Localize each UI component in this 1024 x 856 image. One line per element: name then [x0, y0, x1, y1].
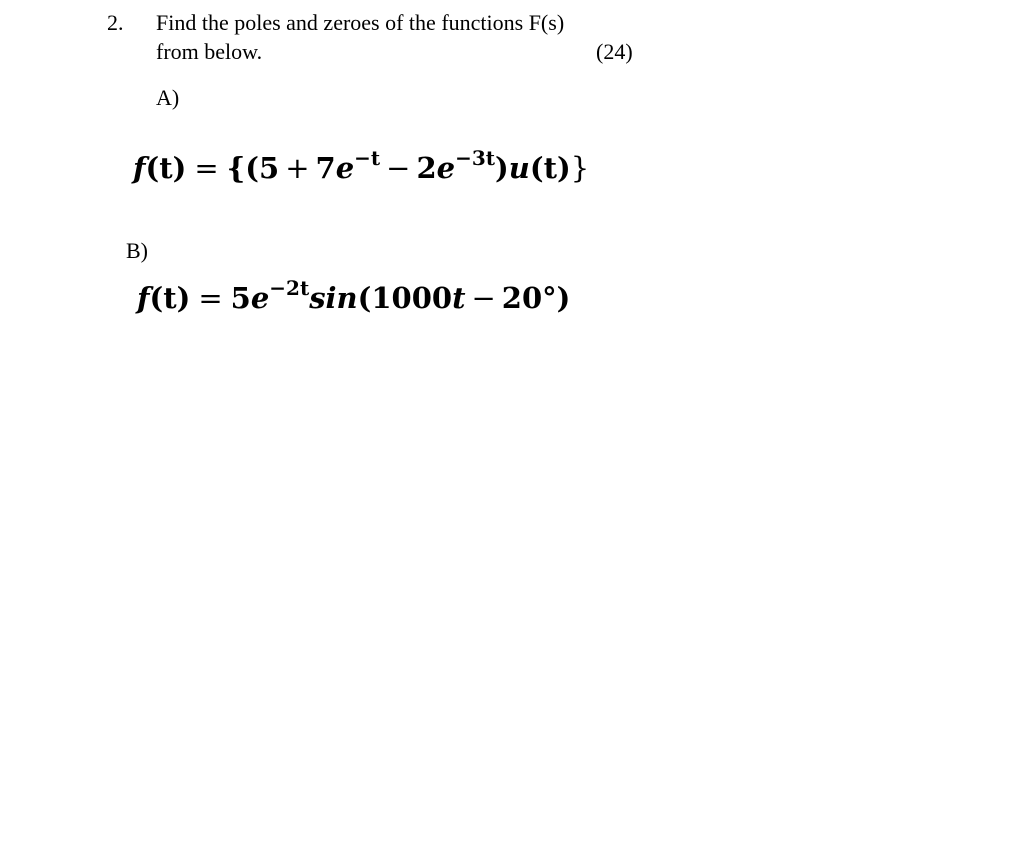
- eq-a-minus: −: [386, 151, 411, 185]
- eq-b-function-name: f: [137, 281, 150, 315]
- eq-a-function-arg: (t): [145, 151, 187, 185]
- part-b-label: B): [126, 238, 148, 263]
- question-points: (24): [596, 39, 633, 64]
- eq-a-close-paren: ): [495, 151, 509, 185]
- eq-b-trig-function: sin: [309, 281, 358, 315]
- eq-b-angle: 20°): [501, 281, 571, 315]
- part-a-label: A): [156, 85, 180, 110]
- eq-a-term2-coef: 2: [416, 151, 437, 185]
- eq-a-open: {(5: [226, 151, 280, 185]
- eq-b-minus: −: [471, 281, 496, 315]
- eq-a-term1-exponent: −t: [354, 146, 381, 170]
- equation-a: [133, 146, 590, 185]
- eq-b-coef: 5: [230, 281, 251, 315]
- question-text: Find the poles and zeroes of the functions F(s): [156, 10, 565, 35]
- eq-a-step-function: u: [508, 151, 530, 185]
- eq-b-open: (1000: [357, 281, 453, 315]
- eq-b-function-arg: (t): [149, 281, 191, 315]
- eq-a-term1-coef: 7: [315, 151, 336, 185]
- equation-b: [137, 276, 571, 315]
- question-text-continued: from below.: [156, 39, 263, 64]
- eq-b-exponent: −2t: [269, 276, 310, 300]
- eq-a-plus: +: [285, 151, 310, 185]
- eq-a-step-arg: (t): [529, 151, 571, 185]
- eq-a-function-name: f: [133, 151, 146, 185]
- eq-b-variable: t: [452, 281, 466, 315]
- eq-a-term2-base: e: [436, 151, 456, 185]
- question-number: 2.: [107, 10, 124, 35]
- eq-b-equals: =: [198, 281, 223, 315]
- eq-b-base: e: [250, 281, 270, 315]
- eq-a-term2-exponent: −3t: [455, 146, 496, 170]
- eq-a-equals: =: [194, 151, 219, 185]
- eq-a-close-brace: }: [570, 151, 590, 185]
- eq-a-term1-base: e: [335, 151, 355, 185]
